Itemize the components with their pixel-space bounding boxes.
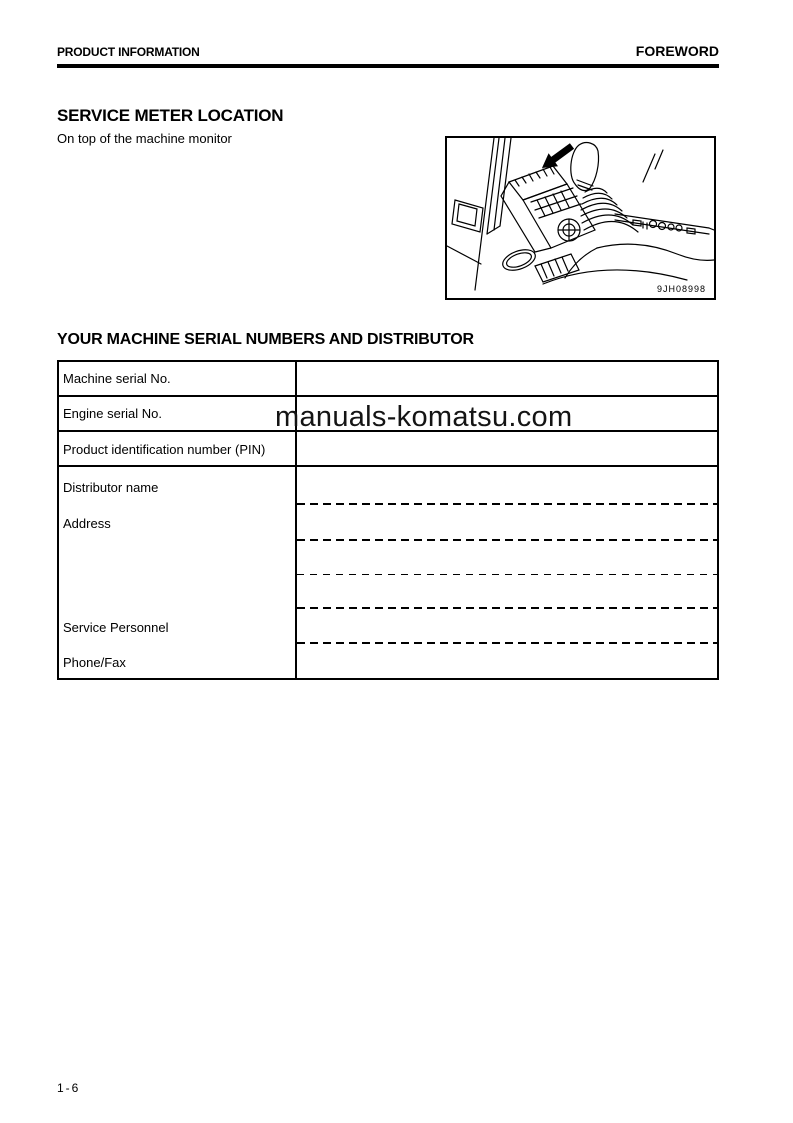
service-meter-subtitle: On top of the machine monitor	[57, 131, 232, 146]
page-number: 1-6	[57, 1081, 81, 1095]
dashed-write-line	[297, 574, 717, 575]
table-label-distributor-name: Distributor name	[63, 480, 159, 495]
site-watermark: manuals-komatsu.com	[275, 401, 573, 433]
header-rule	[57, 64, 719, 68]
machine-monitor-line-drawing	[447, 138, 714, 298]
table-label-pin: Product identification number (PIN)	[63, 442, 266, 457]
header-chapter-title: FOREWORD	[635, 43, 719, 59]
location-arrow-icon	[542, 143, 574, 168]
table-row-divider	[59, 395, 717, 397]
table-label-address: Address	[63, 516, 111, 531]
service-meter-heading: SERVICE METER LOCATION	[57, 106, 284, 125]
table-label-machine-serial: Machine serial No.	[63, 371, 171, 386]
table-label-service-personnel: Service Personnel	[63, 620, 169, 635]
figure-code: 9JH08998	[656, 284, 706, 294]
monitor-location-figure	[445, 136, 716, 300]
serial-section-heading: YOUR MACHINE SERIAL NUMBERS AND DISTRIBUTOR	[57, 331, 474, 348]
dashed-write-line	[297, 539, 717, 541]
dashed-write-line	[297, 642, 717, 644]
dashed-write-line	[297, 607, 717, 609]
table-row-divider	[59, 465, 717, 467]
header-section-title: PRODUCT INFORMATION	[57, 45, 200, 59]
table-label-phone-fax: Phone/Fax	[63, 655, 126, 670]
dashed-write-line	[297, 503, 717, 505]
table-label-engine-serial: Engine serial No.	[63, 406, 162, 421]
